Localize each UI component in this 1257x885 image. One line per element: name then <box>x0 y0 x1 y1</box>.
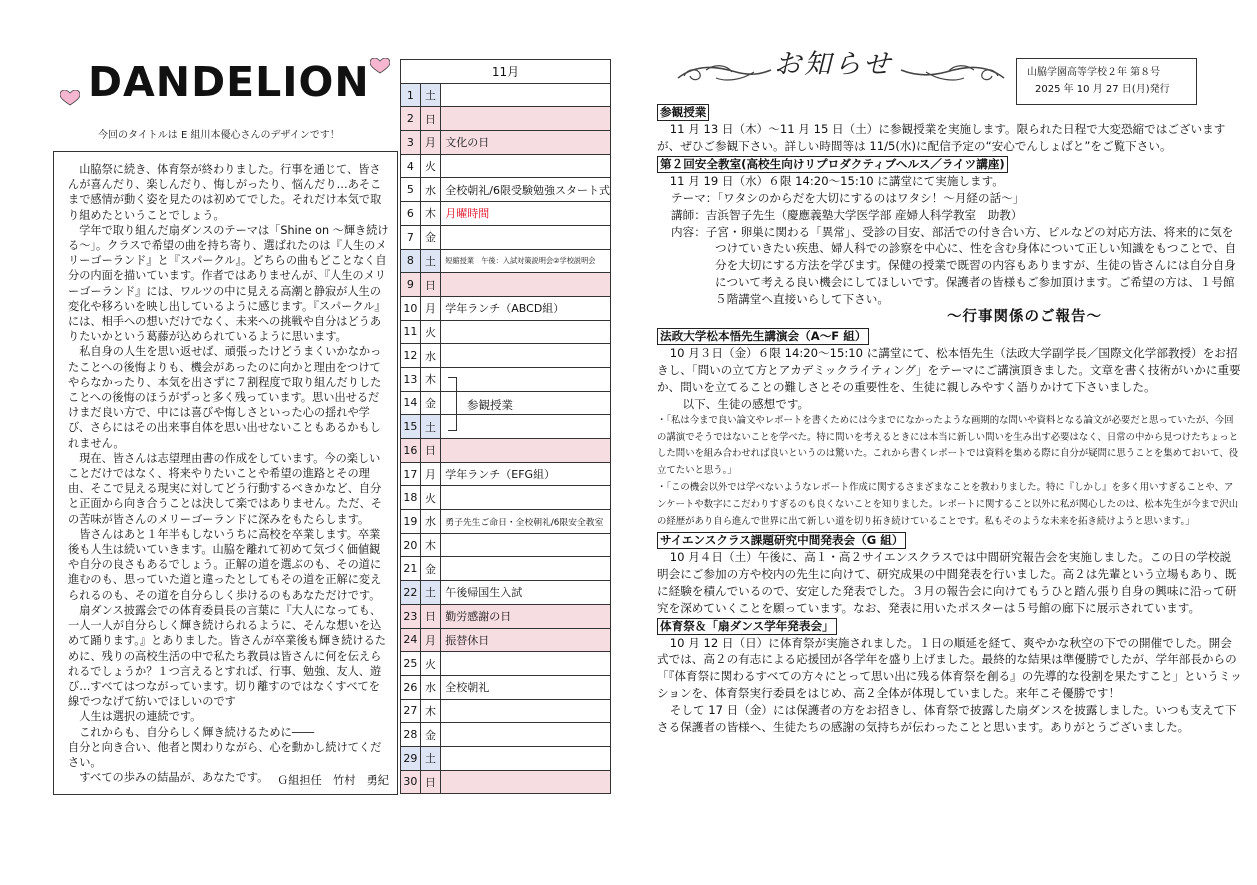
calendar-body <box>401 83 611 794</box>
calendar-event <box>441 344 611 368</box>
calendar-event <box>441 723 611 747</box>
calendar-row <box>401 107 611 131</box>
calendar-date: 5 <box>401 178 421 202</box>
calendar-row <box>401 462 611 486</box>
calendar-date: 7 <box>401 225 421 249</box>
calendar-event <box>441 415 611 439</box>
calendar-row <box>401 675 611 699</box>
calendar-bracket <box>448 377 457 431</box>
calendar-row <box>401 439 611 463</box>
notice-heading: お知らせ <box>774 49 894 80</box>
calendar-date: 30 <box>401 770 421 794</box>
essay-paragraph: 人生は選択の連続です。 <box>79 710 202 724</box>
calendar-date: 1 <box>401 83 421 107</box>
calendar-row <box>401 652 611 676</box>
calendar-date: 22 <box>401 581 421 605</box>
calendar-weekday: 木 <box>420 202 441 226</box>
calendar-event <box>441 320 611 344</box>
calendar-weekday: 木 <box>420 699 441 723</box>
essay-paragraph: 扇ダンス披露会での体育委員長の言葉に『大人になっても、一人一人が自分らしく輝き続けられるように、そんな想いを込めて踊ります。』とありました。皆さんが卒業後も輝き続けるために、残りの高校生活の中で私たち教員は皆さんに何を伝えられるでしょうか？１つ言えるとすれば、行事、勉強、友人、遊び…すべてはつながっています。切り離すのではなくすべてを線でつなげて紡いでほしいのです <box>68 603 386 709</box>
section-title-lecture: 法政大学松本悟先生講演会（A～F 組） <box>657 328 869 345</box>
calendar-date: 21 <box>401 557 421 581</box>
calendar-weekday: 月 <box>420 628 441 652</box>
calendar-row <box>401 178 611 202</box>
issue-info <box>1016 58 1197 105</box>
calendar-month: 11月 <box>401 60 611 84</box>
calendar-event: 勤労感謝の日 <box>441 604 611 628</box>
calendar-event <box>441 154 611 178</box>
essay-paragraph: これからも、自分らしく輝き続けるために―― <box>79 725 315 739</box>
calendar-event <box>441 746 611 770</box>
calendar-row <box>401 533 611 557</box>
safety-content: 内容：子宮・卵巣に関わる「異常」、受診の目安、部活での付き合い方、ピルなどの対応方法、将来的に気をつけていきたい疾患、婦人科での診察を中心に、性を含む身体について正しい知識をもつことで、自分を大切にする方法を学びます。保健の授業で既習の内容もありますが、生徒の皆さんには自分自身について考える良い機会にしてほしいです。保護者の皆様もご参加頂けます。ご希望の方は、１号館５階講堂へ直接いらして下さい。 <box>671 224 1237 307</box>
calendar-event: 月曜時間 <box>441 202 611 226</box>
calendar-event <box>441 225 611 249</box>
calendar-event: 学年ランチ（ABCD組） <box>441 296 611 320</box>
calendar-event <box>441 652 611 676</box>
calendar-weekday: 土 <box>420 249 441 273</box>
calendar-event: 全校朝礼 <box>441 675 611 699</box>
calendar-weekday: 木 <box>420 367 441 391</box>
calendar-date: 29 <box>401 746 421 770</box>
calendar-date: 11 <box>401 320 421 344</box>
calendar-row <box>401 604 611 628</box>
calendar-event: 振替休日 <box>441 628 611 652</box>
calendar-date: 4 <box>401 154 421 178</box>
calendar-weekday: 火 <box>420 486 441 510</box>
bracket-event-label: 参観授業 <box>467 398 513 412</box>
calendar-event: 午後帰国生入試 <box>441 581 611 605</box>
calendar-row <box>401 202 611 226</box>
calendar-row <box>401 723 611 747</box>
calendar-weekday: 日 <box>420 604 441 628</box>
calendar-weekday: 日 <box>420 439 441 463</box>
calendar-date: 20 <box>401 533 421 557</box>
calendar-row <box>401 486 611 510</box>
essay-paragraph: 学年で取り組んだ扇ダンスのテーマは「Shine on ～輝き続ける～」。クラスで希望の曲を持ち寄り、選ばれたのは『人生のメリーゴーランド』と『スパークル』。どちらの曲もどことなく自分の内面を描いています。作者ではありませんが、『人生のメリーゴーランド』には、ワルツの中に見える高潮と静寂が人生の変化や移ろいを映し出しているように感じます。『スパークル』には、相手への想いだけでなく、未来への挑戦や自分はどうありたいかという葛藤が込められているように思います。 <box>68 223 389 344</box>
section-title-safety: 第２回安全教室(高校生向けリプロダクティブヘルス／ライツ講座) <box>657 156 1008 173</box>
calendar-weekday: 金 <box>420 391 441 415</box>
notice-body <box>657 103 1242 736</box>
calendar-row <box>401 699 611 723</box>
calendar-row <box>401 770 611 794</box>
calendar-weekday: 土 <box>420 581 441 605</box>
calendar-event <box>441 533 611 557</box>
calendar-weekday: 土 <box>420 746 441 770</box>
calendar-row <box>401 225 611 249</box>
calendar-event <box>441 439 611 463</box>
calendar-event: 短縮授業 午後：入試対策説明会②学校説明会 <box>441 249 611 273</box>
calendar-event: 全校朝礼/6限受験勉強スタート式 <box>441 178 611 202</box>
calendar-event: 文化の日 <box>441 131 611 155</box>
calendar-weekday: 月 <box>420 131 441 155</box>
calendar-weekday: 日 <box>420 770 441 794</box>
calendar-row <box>401 154 611 178</box>
heart-icon <box>370 58 390 74</box>
safety-lecturer: 講師：吉浜智子先生（慶應義塾大学医学部 産婦人科学教室 助教） <box>671 207 1023 222</box>
issue-school: 山脇学園高等学校２年 第８号 <box>1027 67 1161 78</box>
calendar-row <box>401 83 611 107</box>
science-text: 10 月４日（土）午後に、高１・高２サイエンスクラスでは中間研究報告会を実施しました。この日の学校説明会にご参加の方や校内の先生に向けて、研究成果の中間発表を行いました。高２は先輩という立場もあり、既に経験を積んでいるので、安定した発表でした。３月の報告会に向けてもうひと踏ん張り自身の興味に沿って研究を深めていくことを願っています。なお、発表に用いたポスターは５号館の廊下に展示されています。 <box>657 549 1237 615</box>
calendar-row <box>401 273 611 297</box>
calendar-weekday: 日 <box>420 273 441 297</box>
heart-icon <box>60 90 80 106</box>
visit-text: 11 月 13 日（木）～11 月 15 日（土）に参観授業を実施します。限られた日程で大変恐縮ではございますが、ぜひご参観下さい。詳しい時間等は 11/5(水)に配信予定の“安心でんしょばと”をご覧下さい。 <box>657 122 1226 153</box>
calendar-event <box>441 557 611 581</box>
section-title-science: サイエンスクラス課題研究中間発表会（G 組） <box>657 532 906 549</box>
calendar-date: 17 <box>401 462 421 486</box>
calendar-row <box>401 249 611 273</box>
essay-paragraph: 山脇祭に続き、体育祭が終わりました。行事を通じて、皆さんが喜んだり、楽しんだり、悔しがったり、悩んだり…あそこまで感情が動く姿を見たのは初めてでした。それだけ本気で取り組めたということでしょう。 <box>68 163 382 222</box>
calendar-date: 23 <box>401 604 421 628</box>
calendar-row <box>401 367 611 391</box>
newsletter-header <box>60 58 395 118</box>
calendar-weekday: 金 <box>420 557 441 581</box>
report-heading: ～行事関係のご報告～ <box>947 309 1102 326</box>
calendar-date: 13 <box>401 367 421 391</box>
calendar-row <box>401 131 611 155</box>
calendar-date: 24 <box>401 628 421 652</box>
calendar-date: 15 <box>401 415 421 439</box>
calendar-weekday: 木 <box>420 533 441 557</box>
calendar-weekday: 金 <box>420 225 441 249</box>
calendar-event <box>441 83 611 107</box>
calendar-event <box>441 486 611 510</box>
calendar-row <box>401 344 611 368</box>
sports-text: そして 17 日（金）には保護者の方をお招きし、体育祭で披露した扇ダンスを披露しました。いつも支えて下さる保護者の皆様へ、生徒たちの感謝の気持ちが伝わったことと思います。ありがとうございました。 <box>657 703 1237 735</box>
newsletter-title: DANDELION <box>88 58 370 106</box>
calendar-weekday: 土 <box>420 83 441 107</box>
calendar-event: 勇子先生ご命日・全校朝礼/6限安全教室 <box>441 510 611 534</box>
essay-paragraph: 皆さんはあと１年半もしないうちに高校を卒業します。卒業後も人生は続いていきます。山脇を離れて初めて気づく価値観や自分の良さもあるでしょう。正解の道を選ぶのも、その道に進むのも、思っていた道と違ったとしてもその道を正解に変えられるのも、その道を自分らしく歩けるのもあなただけです。 <box>68 527 382 602</box>
calendar-event: 学年ランチ（EFG組） <box>441 462 611 486</box>
calendar-event <box>441 770 611 794</box>
calendar-row <box>401 415 611 439</box>
calendar-row <box>401 581 611 605</box>
calendar-weekday: 水 <box>420 178 441 202</box>
calendar-weekday: 日 <box>420 107 441 131</box>
calendar-row <box>401 628 611 652</box>
calendar-weekday: 金 <box>420 723 441 747</box>
calendar-date: 3 <box>401 131 421 155</box>
essay-paragraph: 現在、皆さんは志望理由書の作成をしています。今の楽しいことだけではなく、将来やりたいことや希望の進路とその理由、そこで見える現実に対してどう行動するべきかなど、自分と正面から向き合うことは決して楽ではありません。ただ、その苦味が皆さんのメリーゴーランドに深みをもたらします。 <box>68 451 382 526</box>
calendar-date: 16 <box>401 439 421 463</box>
calendar-date: 12 <box>401 344 421 368</box>
calendar-date: 9 <box>401 273 421 297</box>
safety-date: 11 月 19 日（水）６限 14:20～15:10 に講堂にて実施します。 <box>669 173 1004 188</box>
student-impression: ・「私は今まで良い論文やレポートを書くためには今までになかったような画期的な問いや資料となる論文が必要だと思っていたが、今回の講演でそうではないことを学べた。特に問いを考えるときには本当に新しい問いを生み出す必要はなく、日常の中から見つけたちょっとした問いを組み合わせれば良いというのは驚いた。これから書くレポートでは資料を集める際に自分が疑問に思うことを集めておいて、役立てたいと思う。」 <box>657 414 1239 477</box>
calendar-weekday: 火 <box>420 652 441 676</box>
calendar-row <box>401 296 611 320</box>
calendar-date: 8 <box>401 249 421 273</box>
calendar-event <box>441 699 611 723</box>
calendar-date: 6 <box>401 202 421 226</box>
calendar-event <box>441 107 611 131</box>
student-impression: ・「この機会以外では学べないようなレポート作成に関するさまざまなことを教わりました。特に『しかし』を多く用いすぎることや、アンケートや数字にこだわりすぎるのも良くないことを知りました。レポートに関すること以外に私が関心したのは、松本先生が今まで沢山の経歴があり自ら進んで世界に出て新しい道を切り拓き続けていることです。私もそのような未来を拓き続けようと思います。」 <box>657 482 1239 528</box>
essay-paragraph: 私自身の人生を思い返せば、頑張ったけどうまくいかなかったことへの後悔よりも、機会があったのに向かと理由をつけてやらなかったり、本気を出さずに７割程度で取り組んだりしたことへの後悔のほうがずっと多く残っています。思い出せるだけまだ良い方で、中には喜びや悔しさといった心の揺れや学び、さらにはその出来事自体を思い出せないこともあるかもしれません。 <box>68 345 382 450</box>
calendar-date: 19 <box>401 510 421 534</box>
november-calendar <box>400 59 611 794</box>
calendar-row <box>401 746 611 770</box>
calendar-date: 14 <box>401 391 421 415</box>
sports-text: 10 月 12 日（日）に体育祭が実施されました。１日の順延を経て、爽やかな秋空の下での開催でした。開会式では、高２の有志による応援団が各学年を盛り上げました。最終的な結果は準優勝でしたが、学年部長からの「『体育祭に関わるすべての方々にとって思い出に残る体育祭を創る』の先導的な役割を果たすこと」というミッションを、体育祭実行委員をはじめ、高２全体が体現していました。来年こそ優勝です！ <box>657 635 1242 701</box>
calendar-date: 28 <box>401 723 421 747</box>
calendar-row <box>401 510 611 534</box>
calendar-weekday: 水 <box>420 510 441 534</box>
calendar-date: 25 <box>401 652 421 676</box>
calendar-event <box>441 273 611 297</box>
essay-paragraph: すべての歩みの結晶が、あなたです。 <box>79 771 269 785</box>
calendar-weekday: 月 <box>420 462 441 486</box>
calendar-date: 26 <box>401 675 421 699</box>
section-title-visit: 参観授業 <box>657 104 709 121</box>
issue-date: 2025 年 10 月 27 日(月)発行 <box>1035 84 1170 95</box>
calendar-weekday: 土 <box>420 415 441 439</box>
calendar-date: 18 <box>401 486 421 510</box>
calendar-weekday: 水 <box>420 344 441 368</box>
calendar-date: 2 <box>401 107 421 131</box>
calendar-weekday: 火 <box>420 320 441 344</box>
essay-paragraph: 自分と向き合い、他者と関わりながら、心を動かし続けてください。 <box>68 740 382 769</box>
lecture-text: 10 月３日（金）６限 14:20～15:10 に講堂にて、松本悟先生（法政大学副学長／国際文化学部教授）をお招きし、「問いの立て方とアカデミックライティング」をテーマにご講演頂きました。文章を書く技術がいかに重要か、問いを立てることの難しさとその重要性を、生徒に親しみやすく語りかけて下さいました。 <box>657 345 1241 394</box>
essay-signature: Ｇ組担任 竹村 勇紀 <box>277 773 389 787</box>
lecture-intro: 以下、生徒の感想です。 <box>682 396 810 411</box>
title-credit: 今回のタイトルは E 組川本優心さんのデザインです！ <box>98 130 340 141</box>
calendar-date: 27 <box>401 699 421 723</box>
teacher-essay <box>53 151 398 795</box>
calendar-row <box>401 557 611 581</box>
notice-header <box>676 42 1006 90</box>
calendar-weekday: 月 <box>420 296 441 320</box>
section-title-sports: 体育祭＆「扇ダンス学年発表会」 <box>657 618 837 635</box>
calendar-row <box>401 320 611 344</box>
calendar-event <box>441 367 611 391</box>
safety-theme: テーマ：「ワタシのからだを大切にするのはワタシ！～月経の話～」 <box>671 190 1025 205</box>
calendar-weekday: 水 <box>420 675 441 699</box>
calendar-date: 10 <box>401 296 421 320</box>
calendar-weekday: 火 <box>420 154 441 178</box>
